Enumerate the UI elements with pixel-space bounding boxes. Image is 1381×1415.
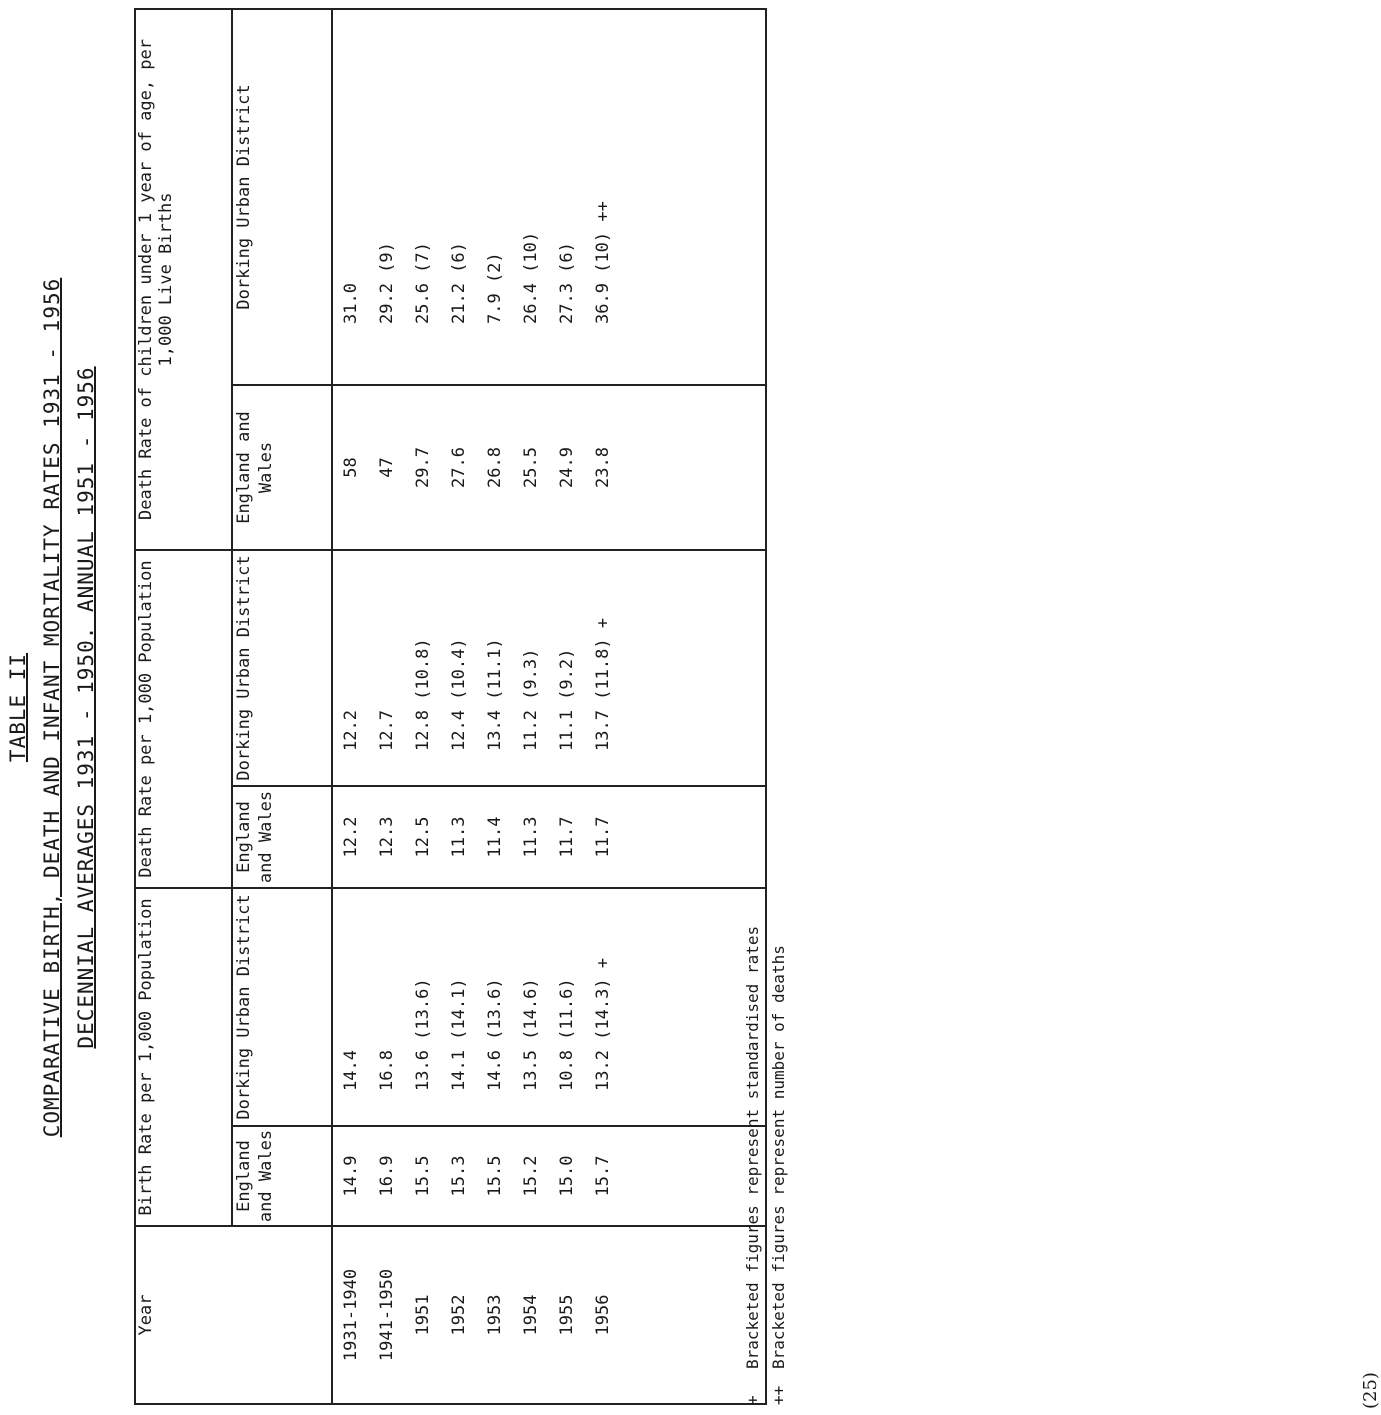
footnotes [740,926,792,1405]
value-cell: 11.7 [593,816,613,858]
value-cell: 7.9 (2) [485,252,505,324]
footnote [740,926,766,1405]
value-cell: 25.6 (7) [413,242,433,324]
infant-ew-column [332,385,766,550]
footnote-text: Bracketed figures represent number of deaths [769,945,788,1369]
value-cell: 11.3 [521,816,541,858]
death-dorking-column [332,550,766,786]
footnote-symbol: ++ [769,1385,788,1405]
value-cell: 15.2 [521,1155,541,1197]
value-cell: 12.5 [413,816,433,858]
value-cell: 12.7 [377,710,397,751]
rates-table [134,8,767,1405]
value-cell: 10.8 (11.6) [557,978,577,1091]
value-cell: 12.4 (10.4) [449,638,469,751]
value-cell: 16.8 [377,1050,397,1091]
year-cell: 1952 [449,1294,469,1336]
value-cell: 36.9 (10) ++ [593,201,613,324]
value-cell: 15.5 [413,1155,433,1197]
value-cell: 11.7 [557,816,577,858]
value-cell: 11.4 [485,816,505,858]
year-column [332,1226,766,1404]
value-cell: 12.8 (10.8) [413,638,433,751]
value-cell: 23.8 [593,447,613,488]
value-cell: 14.1 (14.1) [449,978,469,1091]
infant-ew-header: England and Wales [232,385,332,550]
value-cell: 27.6 [449,447,469,488]
year-cell: 1941-1950 [377,1268,397,1362]
birth-rate-header: Birth Rate per 1,000 Population [135,888,232,1226]
death-ew-header: England and Wales [232,786,332,888]
value-cell: 11.1 (9.2) [557,648,577,751]
footnote-symbol: + [743,1395,762,1405]
infant-mortality-header: Death Rate of children under 1 year of age, per 1,000 Live Births [135,9,232,550]
value-cell: 25.5 [521,447,541,488]
value-cell: 11.2 (9.3) [521,648,541,751]
value-cell: 13.5 (14.6) [521,978,541,1091]
value-cell: 13.7 (11.8) + [593,617,613,751]
page-number: (25) [1360,1372,1381,1409]
year-cell: 1951 [413,1294,433,1336]
value-cell: 31.0 [341,283,361,324]
value-cell: 13.6 (13.6) [413,978,433,1091]
value-cell: 14.4 [341,1050,361,1091]
value-cell: 24.9 [557,447,577,488]
death-rate-header: Death Rate per 1,000 Population [135,550,232,888]
infant-dorking-column [332,9,766,385]
death-dorking-header: Dorking Urban District [232,550,332,786]
value-cell: 12.2 [341,710,361,751]
value-cell: 15.3 [449,1155,469,1197]
table-subtitle: DECENNIAL AVERAGES 1931 - 1950. ANNUAL 1951 - 1956 [74,366,98,1049]
value-cell: 26.8 [485,447,505,488]
value-cell: 12.3 [377,816,397,858]
value-cell: 13.2 (14.3) + [593,957,613,1091]
birth-dorking-column [332,888,766,1126]
value-cell: 12.2 [341,816,361,858]
value-cell: 16.9 [377,1155,397,1197]
year-cell: 1953 [485,1294,505,1336]
year-cell: 1954 [521,1294,541,1336]
value-cell: 27.3 (6) [557,242,577,324]
birth-ew-column [332,1126,766,1226]
value-cell: 13.4 (11.1) [485,638,505,751]
value-cell: 11.3 [449,816,469,858]
value-cell: 29.7 [413,447,433,488]
value-cell: 14.9 [341,1155,361,1197]
value-cell: 15.0 [557,1155,577,1197]
value-cell: 26.4 (10) [521,231,541,324]
year-cell: 1956 [593,1294,613,1336]
value-cell: 58 [341,457,361,478]
footnote-text: Bracketed figures represent standardised rates [743,925,762,1369]
value-cell: 15.7 [593,1155,613,1197]
year-header: Year [135,1226,332,1404]
value-cell: 15.5 [485,1155,505,1197]
table-number: TABLE II [6,652,30,763]
footnote [766,926,792,1405]
birth-ew-header: England and Wales [232,1126,332,1226]
value-cell: 47 [377,457,397,478]
value-cell: 29.2 (9) [377,242,397,324]
table-title: COMPARATIVE BIRTH, DEATH AND INFANT MORTALITY RATES 1931 - 1956 [40,277,64,1138]
death-ew-column [332,786,766,888]
value-cell: 14.6 (13.6) [485,978,505,1091]
value-cell: 21.2 (6) [449,242,469,324]
infant-dorking-header: Dorking Urban District [232,9,332,385]
year-cell: 1931-1940 [341,1268,361,1362]
birth-dorking-header: Dorking Urban District [232,888,332,1126]
year-cell: 1955 [557,1294,577,1336]
